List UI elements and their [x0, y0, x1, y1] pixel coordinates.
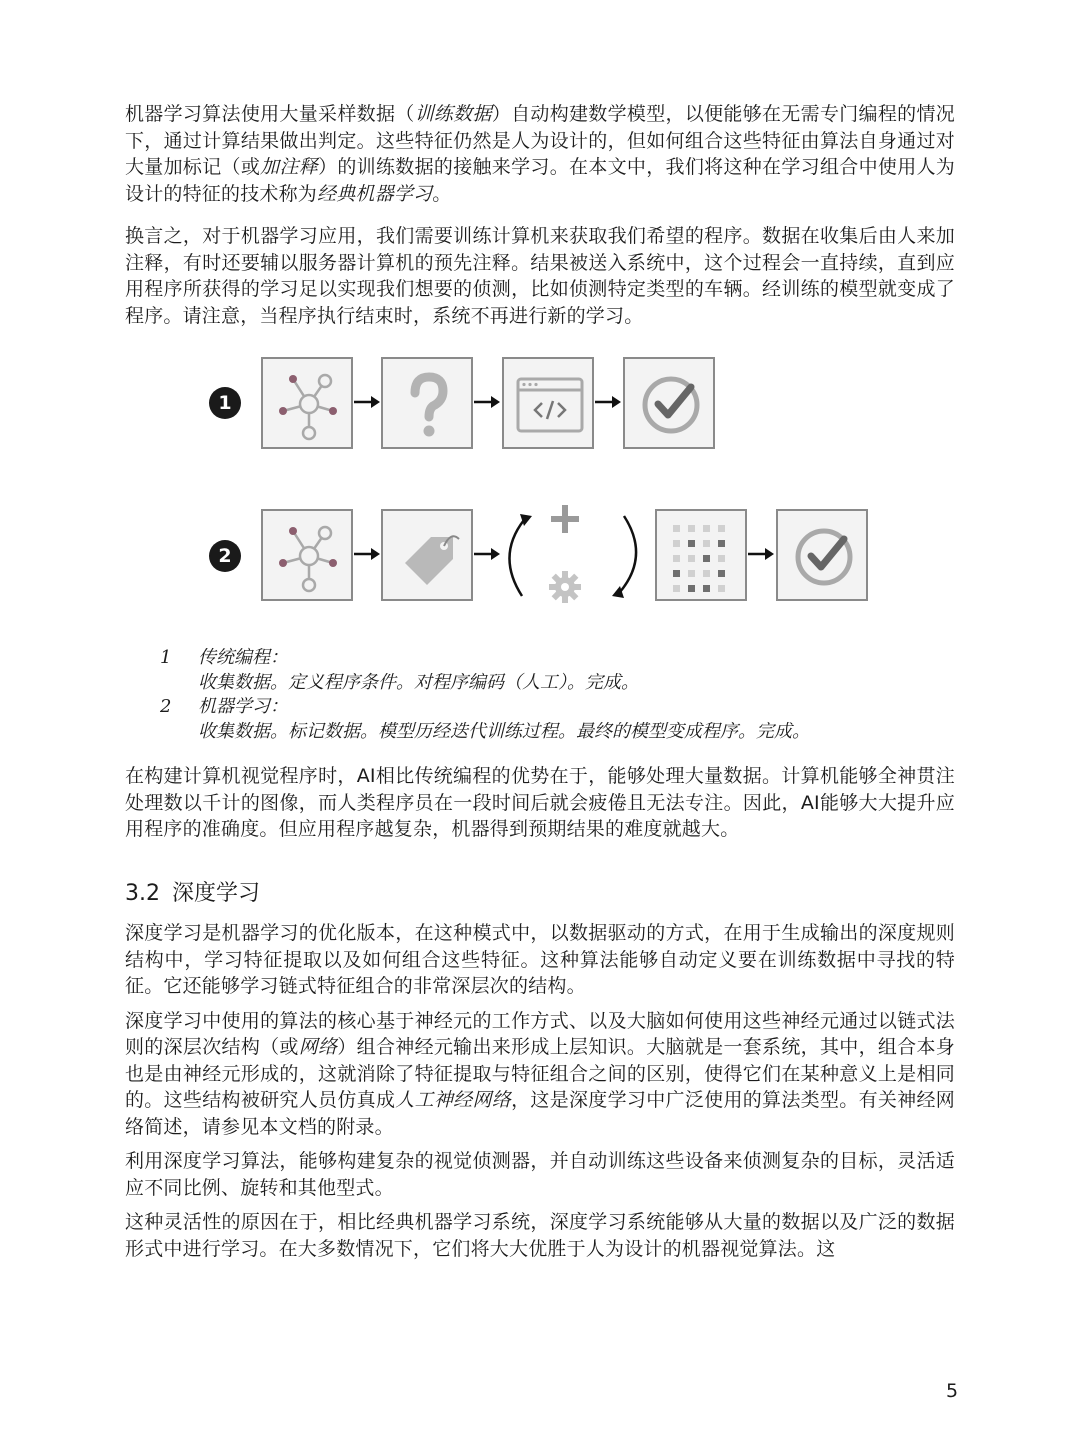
- legend-item-2: [160, 694, 810, 744]
- paragraph-classic-ml: [125, 101, 955, 207]
- code-window-icon: [504, 359, 596, 451]
- row2-badge: 2: [209, 540, 241, 572]
- arrow-icon: [354, 547, 380, 561]
- legend-item-1: [160, 645, 639, 695]
- row1-define-box: [381, 357, 473, 449]
- arrow-icon: [474, 395, 500, 409]
- loop-arc-right: [620, 516, 636, 592]
- paragraph-neurons: [125, 1008, 955, 1141]
- network-icon: [263, 511, 355, 603]
- text-run: 。: [432, 182, 452, 205]
- italic-term: 经典机器学习: [317, 182, 433, 205]
- gear-icon: [549, 571, 581, 603]
- row2-data-box: [261, 509, 353, 601]
- text-run: 这种灵活性的原因在于，相比经典机器学习系统，深度学习系统能够从大量的数据以及广泛的数据形式中进行学习。在大多数情况下，它们将大大优胜于人为设计的机器视觉算法。这: [125, 1211, 955, 1260]
- row1-done-box: [623, 357, 715, 449]
- loop-arc-left: [509, 520, 524, 596]
- paragraph-flexibility: [125, 1209, 955, 1262]
- italic-term: 人工神经网络: [395, 1089, 512, 1111]
- plus-icon: [551, 505, 579, 533]
- network-icon: [263, 359, 355, 451]
- checkmark-icon: [625, 359, 717, 451]
- row1-data-box: [261, 357, 353, 449]
- checkmark-icon: [778, 511, 870, 603]
- section-title: 深度学习: [172, 881, 261, 906]
- legend-label: 传统编程：: [198, 647, 288, 668]
- row1-code-box: [502, 357, 594, 449]
- section-number: 3.2: [125, 881, 160, 906]
- question-mark-icon: [383, 359, 475, 451]
- paragraph-deep-learning-def: [125, 920, 955, 1000]
- paragraph-training: [125, 223, 955, 329]
- legend-description: 收集数据。标记数据。模型历经迭代训练过程。最终的模型变成程序。完成。: [198, 721, 810, 742]
- paragraph-detectors: [125, 1148, 955, 1201]
- arrow-icon: [474, 547, 500, 561]
- legend-number: 2: [160, 696, 172, 717]
- arrow-icon: [595, 395, 621, 409]
- text-run: 利用深度学习算法，能够构建复杂的视觉侦测器，并自动训练这些设备来侦测复杂的目标，灵活适应不同比例、旋转和其他型式。: [125, 1150, 955, 1199]
- intro-paragraphs: [125, 101, 955, 329]
- text-run: ）组合神经元输出来形成上层知识。大脑就是一套系统，其中，组合本身也是由神经元形成的，这就消除了特征提取与特征组合之间的区别，使得它们在某种意义上是相同的。这些结构被研究人员仿真成: [125, 1036, 955, 1111]
- page-number: 5: [946, 1380, 959, 1402]
- training-loop: [498, 500, 648, 612]
- legend-label: 机器学习：: [198, 696, 288, 717]
- section-heading: [125, 876, 272, 907]
- row2-done-box: [776, 509, 868, 601]
- text-run: 深度学习是机器学习的优化版本，在这种模式中，以数据驱动的方式，在用于生成输出的深度规则结构中，学习特征提取以及如何组合这些特征。这种算法能够自动定义要在训练数据中寻找的特征。它还能够学习链式特征组合的非常深层次的结构。: [125, 922, 955, 997]
- text-run: ，这是深度学习中广泛使用的算法类型。有关神经网络简述，请参见本文档的附录。: [125, 1089, 955, 1138]
- italic-term: 网络: [298, 1036, 338, 1058]
- ai-advantage-section: [125, 763, 955, 843]
- legend-number: 1: [160, 647, 172, 668]
- italic-term: 加注释: [260, 156, 319, 178]
- text-run: ）自动构建数学模型，以便能够在无需专门编程的情况下，通过计算结果做出判定。这些特征仍然是人为设计的，但如何组合这些特征由算法自身通过对大量加标记（或: [125, 103, 955, 178]
- paragraph-ai-advantage: 在构建计算机视觉程序时，AI相比传统编程的优势在于，能够处理大量数据。计算机能够全神贯注处理数以千计的图像，而人类程序员在一段时间后就会疲倦且无法专注。因此，AI能够大大提升应用程序的准确度。但应用程序越复杂，机器得到预期结果的难度就越大。: [125, 765, 955, 840]
- dot-grid-icon: [657, 511, 749, 603]
- row1-badge: 1: [209, 387, 241, 419]
- arrow-icon: [748, 547, 774, 561]
- italic-term: 训练数据: [414, 103, 492, 125]
- text-run: 换言之，对于机器学习应用，我们需要训练计算机来获取我们希望的程序。数据在收集后由人来加注释，有时还要辅以服务器计算机的预先注释。结果被送入系统中，这个过程会一直持续，直到应用程序所获得的学习足以实现我们想要的侦测，比如侦测特定类型的车辆。经训练的模型就变成了程序。请注意，当程序执行结束时，系统不再进行新的学习。: [125, 225, 955, 327]
- row2-model-box: [655, 509, 747, 601]
- legend-description: 收集数据。定义程序条件。对程序编码（人工）。完成。: [198, 672, 639, 693]
- tag-icon: [383, 511, 475, 603]
- text-run: 深度学习中使用的算法的核心基于神经元的工作方式、以及大脑如何使用这些神经元通过以链式法则的深层次结构（或: [125, 1009, 955, 1058]
- text-run: ）的训练数据的接触来学习。在本文中，我们将这种在学习组合中使用人为设计的特征的技术称为: [125, 156, 955, 205]
- text-run: 机器学习算法使用大量采样数据（: [125, 103, 415, 125]
- row2-label-box: [381, 509, 473, 601]
- arrow-icon: [354, 395, 380, 409]
- deep-learning-paragraphs: [125, 920, 955, 1262]
